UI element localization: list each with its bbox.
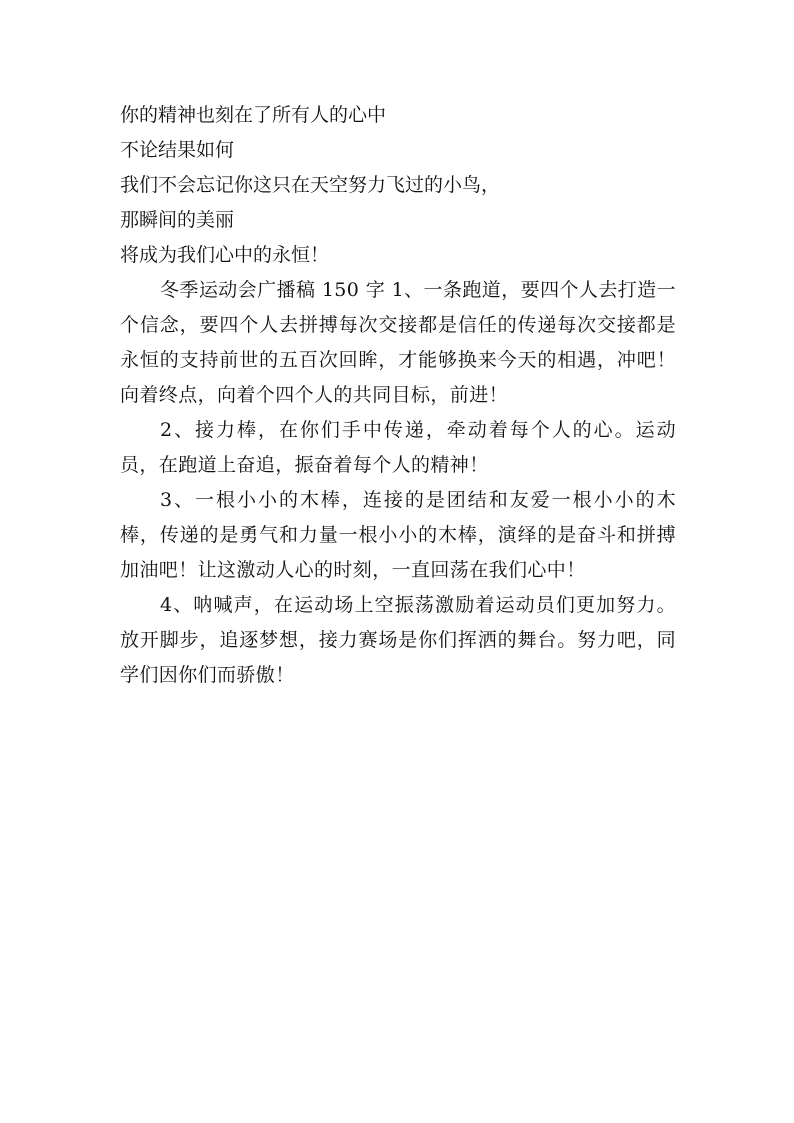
verse-line: 将成为我们心中的永恒！ — [120, 244, 330, 266]
paragraph-3: 3、一根小小的木棒，连接的是团结和友爱一根小小的木棒，传递的是勇气和力量一根小小的木棒，演绎的是奋斗和拼搏加油吧！让这激动人心的时刻，一直回荡在我们心中！ — [120, 489, 676, 581]
paragraph-intro: 冬季运动会广播稿 150 字 1、一条跑道，要四个人去打造一个信念，要四个人去拼搏每次交接都是信任的传递每次交接都是永恒的支持前世的五百次回眸，才能够换来今天的相遇，冲吧！向着终点，向着个四个人的共同目标，前进！ — [120, 279, 676, 406]
verse-line: 不论结果如何 — [120, 139, 235, 161]
verse-line: 那瞬间的美丽 — [120, 209, 235, 231]
verse-line: 我们不会忘记你这只在天空努力飞过的小鸟， — [120, 174, 501, 196]
paragraph-4: 4、呐喊声，在运动场上空振荡激励着运动员们更加努力。放开脚步，追逐梦想，接力赛场是你们挥洒的舞台。努力吧，同学们因你们而骄傲！ — [120, 594, 676, 686]
verse-line: 你的精神也刻在了所有人的心中 — [120, 104, 387, 126]
paragraph-2: 2、接力棒，在你们手中传递，牵动着每个人的心。运动员，在跑道上奋追，振奋着每个人的精神！ — [120, 419, 676, 476]
document-body — [120, 98, 676, 693]
